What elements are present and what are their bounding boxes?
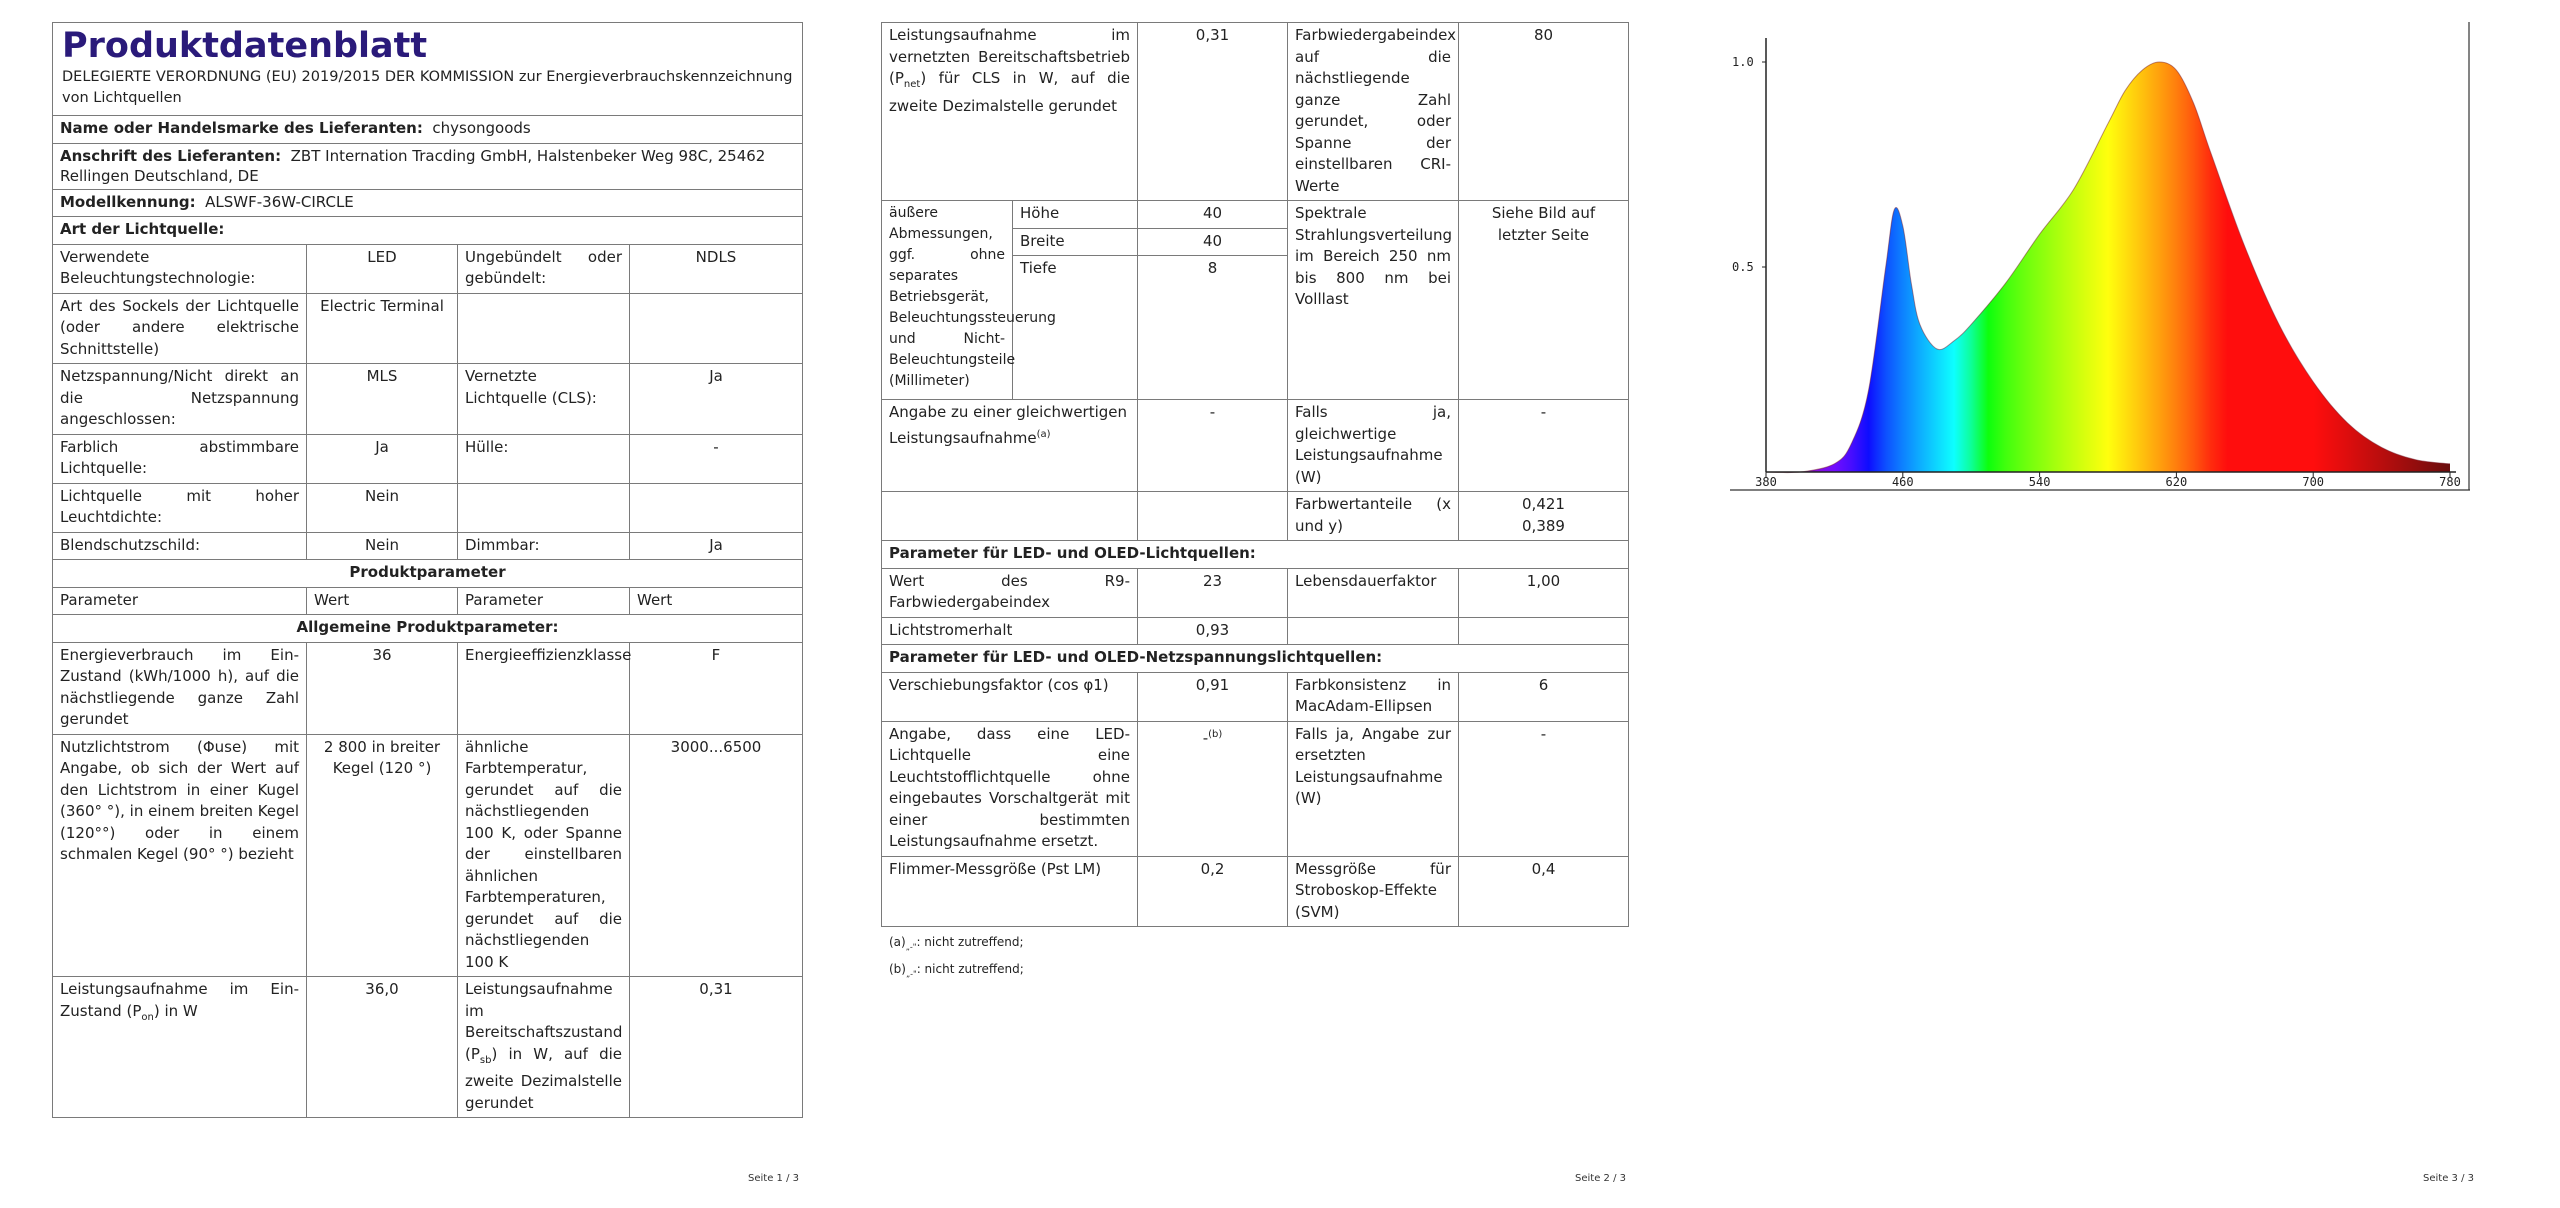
footnote-b-mark: (b) [889, 962, 906, 977]
table-row [53, 532, 803, 560]
standby-power-label [458, 977, 630, 1118]
standby-power-value: 0,31 [630, 977, 803, 1118]
supplier-label: Name oder Handelsmarke des Lieferanten: [60, 119, 423, 137]
table-row [53, 977, 803, 1118]
page-number-2: Seite 2 / 3 [1575, 1173, 1626, 1184]
cri-value: 80 [1459, 23, 1629, 201]
replacement-dash: - [1202, 728, 1209, 747]
energy-class-value: F [630, 642, 803, 734]
datasheet-table-1 [52, 22, 803, 1118]
y-tick-label: 0.5 [1732, 260, 1754, 274]
section-header-mains: Parameter für LED- und OLED-Netzspannungslichtquellen: [882, 645, 1629, 673]
cls-value: Ja [630, 364, 803, 435]
regulation-text: DELEGIERTE VERORDNUNG (EU) 2019/2015 DER KOMMISSION zur Energieverbrauchskennzeichnung von Lichtquellen [62, 69, 793, 106]
cct-value: 3000...6500 [630, 734, 803, 977]
cap-value: Electric Terminal [307, 293, 458, 364]
tunable-value: Ja [307, 434, 458, 483]
survival-label: Lebensdauerfaktor [1288, 568, 1459, 617]
survival-value: 1,00 [1459, 568, 1629, 617]
x-tick-label: 780 [2439, 475, 2461, 489]
equivalent-if-yes-value: - [1459, 400, 1629, 492]
section-header-allgemeine: Allgemeine Produktparameter: [53, 615, 803, 643]
directional-label: Ungebündelt oder gebündelt: [458, 244, 630, 293]
table-row [882, 721, 1629, 856]
footnotes [881, 931, 1628, 986]
on-power-value: 36,0 [307, 977, 458, 1118]
footnote-b-text: : nicht zutreffend; [916, 962, 1024, 977]
section-header-produktparameter: Produktparameter [53, 560, 803, 588]
spectrum-chart [1730, 22, 2470, 502]
datasheet-page-2 [881, 22, 1628, 986]
lumen-maintenance-label: Lichtstromerhalt [882, 617, 1138, 645]
x-tick-label: 460 [1891, 475, 1914, 489]
equivalent-power-text: Angabe zu einer gleichwertigen Leistungsaufnahme [889, 403, 1128, 447]
x-tick-label: 380 [1755, 475, 1777, 489]
svm-value: 0,4 [1459, 856, 1629, 927]
spectrum-page [1730, 22, 2470, 502]
on-power-text: ) in W [153, 1001, 198, 1020]
chromaticity-label: Farbwertanteile (x und y) [1288, 492, 1459, 541]
table-row [882, 856, 1629, 927]
footnote-b [889, 958, 1628, 985]
empty-cell [630, 483, 803, 532]
svm-label: Messgröße für Stroboskop-Effekte (SVM) [1288, 856, 1459, 927]
flux-value: 2 800 in breiter Kegel (120 °) [307, 734, 458, 977]
tunable-label: Farblich abstimmbare Lichtquelle: [53, 434, 307, 483]
table-row [53, 434, 803, 483]
table-row [53, 364, 803, 435]
envelope-value: - [630, 434, 803, 483]
col-header-wert: Wert [307, 587, 458, 615]
y-tick-label: 1.0 [1732, 55, 1754, 69]
height-label: Höhe [1013, 201, 1138, 229]
x-tick-label: 540 [2028, 475, 2051, 489]
address-row [53, 143, 803, 189]
net-standby-text: Leistungsaufnahme im vernetzten Bereitschaftsbetrieb (P [889, 26, 1130, 87]
displacement-label: Verschiebungsfaktor (cos φ1) [882, 672, 1138, 721]
col-header-parameter: Parameter [53, 587, 307, 615]
width-label: Breite [1013, 228, 1138, 256]
dimmable-value: Ja [630, 532, 803, 560]
cri-label: Farbwiedergabeindex auf die nächstliegende ganze Zahl gerundet, oder Spanne der einstellbaren CRI-Werte [1288, 23, 1459, 201]
table-row [53, 244, 803, 293]
energy-value: 36 [307, 642, 458, 734]
spectral-label: Spektrale Strahlungsverteilung im Bereich 250 nm bis 800 nm bei Volllast [1288, 201, 1459, 400]
address-label: Anschrift des Lieferanten: [60, 146, 282, 165]
cls-label: Vernetzte Lichtquelle (CLS): [458, 364, 630, 435]
empty-cell [458, 293, 630, 364]
standby-power-text: ) in W, auf die zweite Dezimalstelle gerundet [465, 1044, 622, 1112]
table-row [53, 642, 803, 734]
cct-label: ähnliche Farbtemperatur, gerundet auf die nächstliegenden 100 K, oder Spanne der einstellbaren ähnlichen Farbtemperaturen, gerundet auf die nächstliegenden 100 K [458, 734, 630, 977]
on-power-text: Leistungsaufnahme im Ein-Zustand (P [60, 980, 299, 1020]
net-standby-text: ) für CLS in W, auf die zweite Dezimalstelle gerundet [889, 69, 1130, 115]
macadam-label: Farbkonsistenz in MacAdam-Ellipsen [1288, 672, 1459, 721]
net-standby-value: 0,31 [1138, 23, 1288, 201]
empty-cell [1138, 492, 1288, 541]
supplier-row [53, 116, 803, 144]
directional-value: NDLS [630, 244, 803, 293]
footnote-ref-b: (b) [1208, 728, 1223, 740]
replacement-value [1138, 721, 1288, 856]
standby-power-sub: sb [479, 1054, 492, 1066]
footnote-a-sub: „-" [905, 942, 917, 952]
flicker-label: Flimmer-Messgröße (Pst LM) [882, 856, 1138, 927]
page-title: Produktdatenblatt [62, 26, 428, 66]
replacement-label: Angabe, dass eine LED-Lichtquelle eine Leuchtstofflichtquelle ohne eingebautes Vorschaltgerät mit einer bestimmten Leistungsaufnahme ersetzt. [882, 721, 1138, 856]
table-row [882, 23, 1629, 201]
footnote-ref-a: (a) [1036, 428, 1051, 440]
equivalent-power-label [882, 400, 1138, 492]
on-power-label [53, 977, 307, 1118]
energy-class-label: Energieeffizienzklasse [458, 642, 630, 734]
dimmable-label: Dimmbar: [458, 532, 630, 560]
model-value: ALSWF-36W-CIRCLE [205, 192, 354, 211]
table-row [53, 483, 803, 532]
footnote-a-text: : nicht zutreffend; [916, 935, 1024, 949]
supplier-value: chysongoods [432, 119, 531, 137]
macadam-value: 6 [1459, 672, 1629, 721]
flux-label: Nutzlichtstrom (Φuse) mit Angabe, ob sich der Wert auf den Lichtstrom in einer Kugel (360° °), in einem breiten Kegel (120°°) oder in einem schmalen Kegel (90° °) bezieht [53, 734, 307, 977]
lumen-maintenance-value: 0,93 [1138, 617, 1288, 645]
header-cell [53, 23, 803, 116]
x-tick-label: 700 [2302, 475, 2325, 489]
cap-label: Art des Sockels der Lichtquelle (oder andere elektrische Schnittstelle) [53, 293, 307, 364]
net-standby-sub: net [903, 79, 921, 90]
page-number-1: Seite 1 / 3 [748, 1173, 799, 1184]
section-header-led: Parameter für LED- und OLED-Lichtquellen: [882, 541, 1629, 569]
col-header-parameter: Parameter [458, 587, 630, 615]
empty-cell [1459, 617, 1629, 645]
table-row [882, 400, 1629, 492]
replaced-power-label: Falls ja, Angabe zur ersetzten Leistungsaufnahme (W) [1288, 721, 1459, 856]
plot-area [1730, 22, 2470, 490]
chromaticity-y: 0,389 [1522, 516, 1565, 535]
mains-label: Netzspannung/Nicht direkt an die Netzspannung angeschlossen: [53, 364, 307, 435]
x-tick-label: 620 [2165, 475, 2188, 489]
table-row [882, 201, 1629, 229]
datasheet-table-2 [881, 22, 1629, 927]
r9-label: Wert des R9-Farbwiedergabeindex [882, 568, 1138, 617]
empty-cell [630, 293, 803, 364]
table-row [53, 293, 803, 364]
technology-label: Verwendete Beleuchtungstechnologie: [53, 244, 307, 293]
col-header-wert: Wert [630, 587, 803, 615]
address-value: ZBT Internation Tracding GmbH, Halstenbeker Weg 98C, 25462 Rellingen Deutschland, DE [60, 146, 766, 185]
high-luminance-label: Lichtquelle mit hoher Leuchtdichte: [53, 483, 307, 532]
empty-cell [458, 483, 630, 532]
empty-cell [882, 492, 1138, 541]
column-header-row [53, 587, 803, 615]
high-luminance-value: Nein [307, 483, 458, 532]
table-row [882, 617, 1629, 645]
footnote-b-sub: „-" [905, 969, 917, 979]
equivalent-power-value: - [1138, 400, 1288, 492]
dimensions-label: äußere Abmessungen, ggf. ohne separates Betriebsgerät, Beleuchtungssteuerung und Nicht-Beleuchtungsteile (Millimeter) [882, 201, 1013, 400]
table-row [882, 492, 1629, 541]
flicker-value: 0,2 [1138, 856, 1288, 927]
replaced-power-value: - [1459, 721, 1629, 856]
glare-label: Blendschutzschild: [53, 532, 307, 560]
footnote-a [889, 931, 1628, 958]
energy-label: Energieverbrauch im Ein-Zustand (kWh/1000 h), auf die nächstliegende ganze Zahl gerundet [53, 642, 307, 734]
width-value: 40 [1138, 228, 1288, 256]
depth-label: Tiefe [1013, 256, 1138, 400]
model-row [53, 189, 803, 217]
model-label: Modellkennung: [60, 192, 196, 211]
page-number-3: Seite 3 / 3 [2423, 1173, 2474, 1184]
standby-power-text: Leistungsaufnahme im Bereitschaftszustand (P [465, 980, 623, 1063]
footnote-a-mark: (a) [889, 935, 906, 949]
glare-value: Nein [307, 532, 458, 560]
envelope-label: Hülle: [458, 434, 630, 483]
datasheet-page-1 [52, 22, 802, 1118]
table-row [882, 568, 1629, 617]
on-power-sub: on [141, 1011, 154, 1023]
table-row [53, 734, 803, 977]
technology-value: LED [307, 244, 458, 293]
height-value: 40 [1138, 201, 1288, 229]
chromaticity-value [1459, 492, 1629, 541]
net-standby-label [882, 23, 1138, 201]
displacement-value: 0,91 [1138, 672, 1288, 721]
type-header: Art der Lichtquelle: [53, 217, 803, 245]
r9-value: 23 [1138, 568, 1288, 617]
table-row [882, 672, 1629, 721]
empty-cell [1288, 617, 1459, 645]
spectral-value: Siehe Bild auf letzter Seite [1459, 201, 1629, 400]
equivalent-if-yes-label: Falls ja, gleichwertige Leistungsaufnahme (W) [1288, 400, 1459, 492]
chromaticity-x: 0,421 [1522, 495, 1565, 513]
mains-value: MLS [307, 364, 458, 435]
depth-value: 8 [1138, 256, 1288, 400]
